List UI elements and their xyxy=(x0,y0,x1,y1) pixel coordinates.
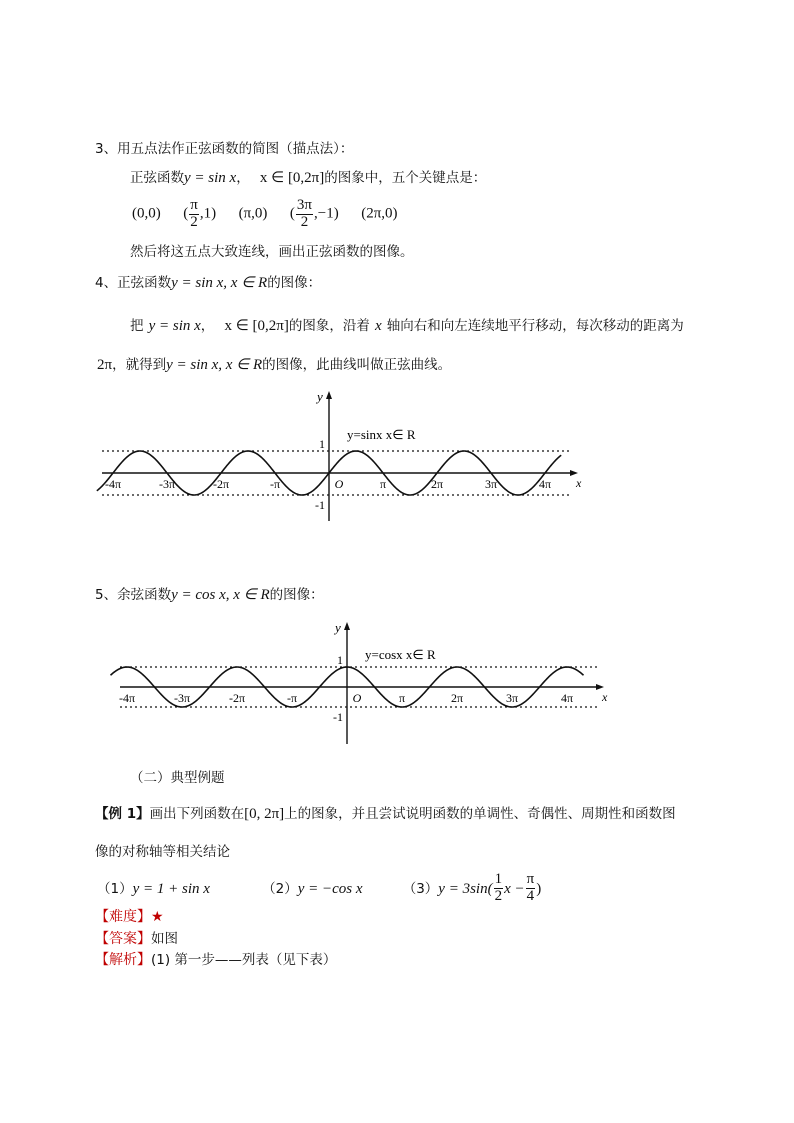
x-tick-label: -4π xyxy=(118,691,136,705)
y-axis-label: y xyxy=(335,620,341,635)
difficulty-row: 【难度】★ xyxy=(95,909,164,925)
graph-title: y=sinx x∈ R xyxy=(347,427,416,442)
x-tick-label: 2π xyxy=(430,477,444,491)
y-tick-label: -1 xyxy=(315,498,325,512)
y-tick-label: 1 xyxy=(319,437,325,451)
examples-heading: （二）典型例题 xyxy=(130,770,225,786)
answer-row: 【答案】如图 xyxy=(95,931,178,947)
section3-intro: 正弦函数y = sin x， x ∈ [0,2π]的图象中，五个关键点是： xyxy=(130,170,487,186)
x-tick-label: 3π xyxy=(505,691,519,705)
x-tick-label: 4π xyxy=(560,691,574,705)
x-tick-label: -π xyxy=(286,691,298,705)
x-tick-label: 4π xyxy=(538,477,552,491)
section4-paragraph-line1: 把 y = sin x， x ∈ [0,2π]的图象，沿着 x 轴向右和向左连续地平行移动，每次移动的距离为 xyxy=(130,318,684,334)
sine-graph xyxy=(90,385,595,525)
x-tick-label: O xyxy=(352,691,362,705)
fraction-pi-over-4: $\frac{\pi}{4}$ xyxy=(526,871,535,904)
x-tick-label: -π xyxy=(269,477,281,491)
y-tick-label: -1 xyxy=(333,710,343,724)
section5-heading: 5、余弦函数y = cos x, x ∈ R的图像： xyxy=(95,587,324,603)
x-tick-label: -2π xyxy=(228,691,246,705)
section4-paragraph-line2: 2π，就得到y = sin x, x ∈ R的图像，此曲线叫做正弦曲线。 xyxy=(97,357,452,373)
y-axis-label: y xyxy=(317,389,323,404)
analysis-row: 【解析】(1) 第一步——列表（见下表） xyxy=(95,952,337,968)
y-axis-arrow xyxy=(344,622,350,630)
example1-line2: 像的对称轴等相关结论 xyxy=(95,844,230,860)
y-axis-arrow xyxy=(326,391,332,399)
example1-questions: （1）y = 1 + sin x （2）y = −cos x （3）y = 3sin( $\frac{1}{2}$ x − $\frac{\pi}{4}$ ) xyxy=(97,871,542,904)
key-points: (0,0) ( $\frac{\pi}{2}$ ,1) (π,0) ( $\frac{3\pi}{2}$ ,−1) (2π,0) xyxy=(132,197,398,230)
fraction-half: $\frac{1}{2}$ xyxy=(494,871,503,904)
x-tick-label: -3π xyxy=(158,477,176,491)
x-tick-label: O xyxy=(334,477,344,491)
x-tick-label: -3π xyxy=(173,691,191,705)
x-axis-label: x xyxy=(602,690,608,704)
section3-heading: 3、用五点法作正弦函数的简图（描点法）： xyxy=(95,141,354,157)
section3-conclusion: 然后将这五点大致连线，画出正弦函数的图像。 xyxy=(130,244,414,260)
graph-title: y=cosx x∈ R xyxy=(365,647,436,662)
section4-heading: 4、正弦函数y = sin x, x ∈ R的图像： xyxy=(95,275,322,291)
x-tick-label: -4π xyxy=(104,477,122,491)
x-axis-label: x xyxy=(576,476,582,490)
fraction-pi-over-2: $\frac{\pi}{2}$ xyxy=(190,197,198,230)
x-tick-label: 2π xyxy=(450,691,464,705)
cosine-graph xyxy=(110,618,615,748)
example1-line1: 【例 1】画出下列函数在[0, 2π]上的图象，并且尝试说明函数的单调性、奇偶性、周期性和函数图 xyxy=(95,806,676,822)
x-tick-label: π xyxy=(398,691,406,705)
x-tick-label: π xyxy=(379,477,387,491)
fraction-3pi-over-2: $\frac{3\pi}{2}$ xyxy=(296,197,312,230)
x-tick-label: 3π xyxy=(484,477,498,491)
star-icon: ★ xyxy=(151,909,164,925)
y-tick-label: 1 xyxy=(337,653,343,667)
x-tick-label: -2π xyxy=(212,477,230,491)
